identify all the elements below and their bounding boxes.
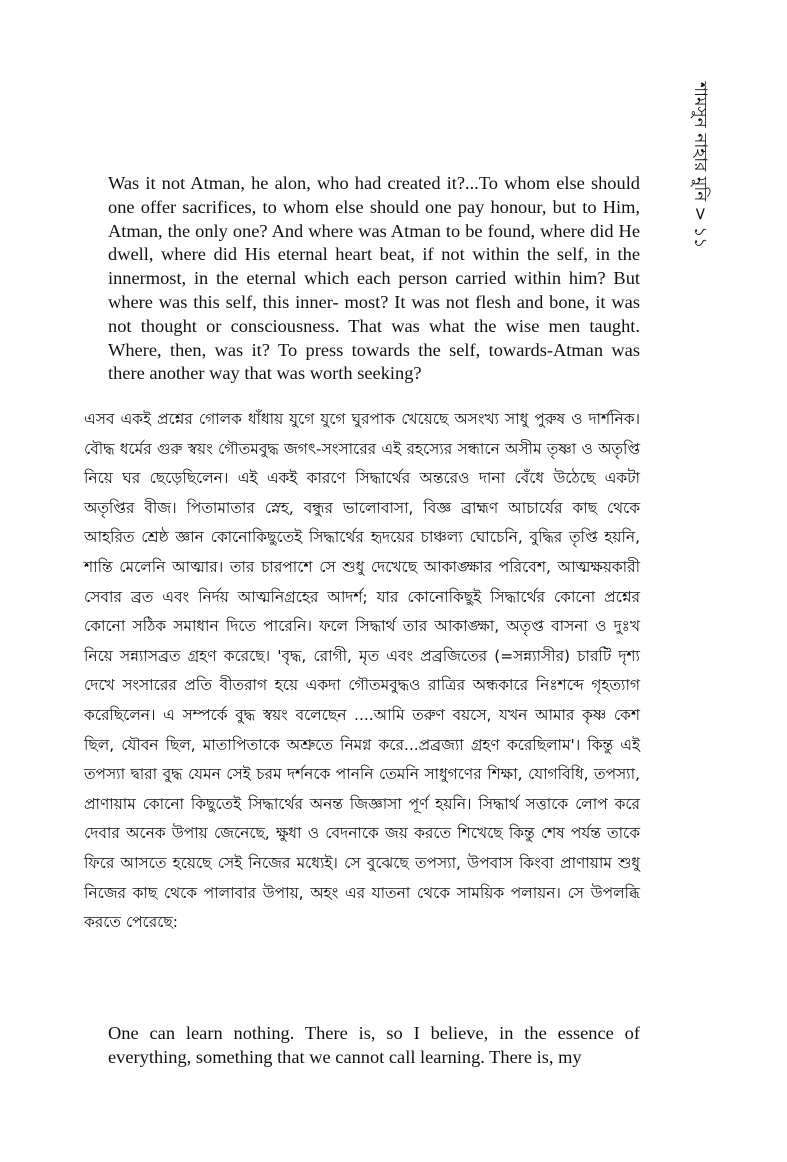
block-quote-bottom: One can learn nothing. There is, so I believe, in the essence of everything, something that we cannot call learning. There is, my bbox=[108, 1023, 640, 1067]
running-header bbox=[690, 82, 730, 382]
block-quote-top: Was it not Atman, he alon, who had created it?...To whom else should one offer sacrifices, to whom else should one pay honour, but to Him, Atman, the only one? And where was Atman to be found, where did He dwell, where did His eternal heart beat, if not within the self, in the innermost, in the eternal which each person carried within him? But where was this self, this inner- most? It was not flesh and bone, it was not thought or consciousness. That was what the wise men taught. Where, then, was it? To press towards the self, towards-Atman was there another way that was worth seeking? bbox=[108, 173, 640, 384]
body-paragraph: এসব একই প্রশ্নের গোলক ধাঁধায় যুগে যুগে ঘুরপাক খেয়েছে অসংখ্য সাধু পুরুষ ও দার্শনিক। বৌদ্ধ ধর্মের গুরু স্বয়ং গৌতমবুদ্ধ জগৎ-সংসারের এই রহস্যের সন্ধানে অসীম তৃষ্ণা ও অতৃপ্তি নিয়ে ঘর ছেড়েছিলেন। এই একই কারণে সিদ্ধার্থের অন্তরেও দানা বেঁধে উঠেছে একটা অতৃপ্তির বীজ। পিতামাতার স্নেহ, বন্ধুর ভালোবাসা, বিজ্ঞ ব্রাহ্মণ আচার্যের কাছ থেকে আহরিত শ্রেষ্ঠ জ্ঞান কোনোকিছুতেই সিদ্ধার্থের হৃদয়ের চাঞ্চল্য ঘোচেনি, বুদ্ধির তৃপ্তি হয়নি, শান্তি মেলেনি আত্মার। তার চারপাশে সে শুধু দেখেছে আকাঙ্ক্ষার পরিবেশ, আত্মক্ষয়কারী সেবার ব্রত এবং নির্দয় আত্মনিগ্রহের আদর্শ; যার কোনোকিছুই সিদ্ধার্থের কোনো প্রশ্নের কোনো সঠিক সমাধান দিতে পারেনি। ফলে সিদ্ধার্থ তার আকাঙ্ক্ষা, অতৃপ্ত বাসনা ও দুঃখ নিয়ে সন্ন্যাসব্রত গ্রহণ করেছে। 'বৃদ্ধ, রোগী, মৃত এবং প্রব্রজিতের (=সন্ন্যাসীর) চারটি দৃশ্য দেখে সংসারের প্রতি বীতরাগ হয়ে একদা গৌতমবুদ্ধও রাত্রির অন্ধকারে নিঃশব্দে গৃহত্যাগ করেছিলেন। এ সম্পর্কে বুদ্ধ স্বয়ং বলেছেন ....আমি তরুণ বয়সে, যখন আমার কৃষ্ণ কেশ ছিল, যৌবন ছিল, মাতাপিতাকে অশ্রুতে নিমগ্ন করে...প্রব্রজ্যা গ্রহণ করেছিলাম'। কিন্তু এই তপস্যা দ্বারা বুদ্ধ যেমন সেই চরম দর্শনকে পাননি তেমনি সাধুগণের শিক্ষা, যোগবিধি, তপস্যা, প্রাণায়াম কোনো কিছুতেই সিদ্ধার্থের অনন্ত জিজ্ঞাসা পূর্ণ হয়নি। সিদ্ধার্থ সত্তাকে লোপ করে দেবার অনেক উপায় জেনেছে, ক্ষুধা ও বেদনাকে জয় করতে শিখেছে কিন্তু শেষ পর্যন্ত তাকে ফিরে আসতে হয়েছে সেই নিজের মধ্যেই। সে বুঝেছে তপস্যা, উপবাস কিংবা প্রাণায়াম শুধু নিজের কাছ থেকে পালাবার উপায়, অহং এর যাতনা থেকে সাময়িক পলায়ন। সে উপলব্ধি করতে পেরেছে: bbox=[84, 410, 640, 932]
running-header-text: শামসুন নাহার মুনি > ১১ bbox=[690, 82, 710, 249]
